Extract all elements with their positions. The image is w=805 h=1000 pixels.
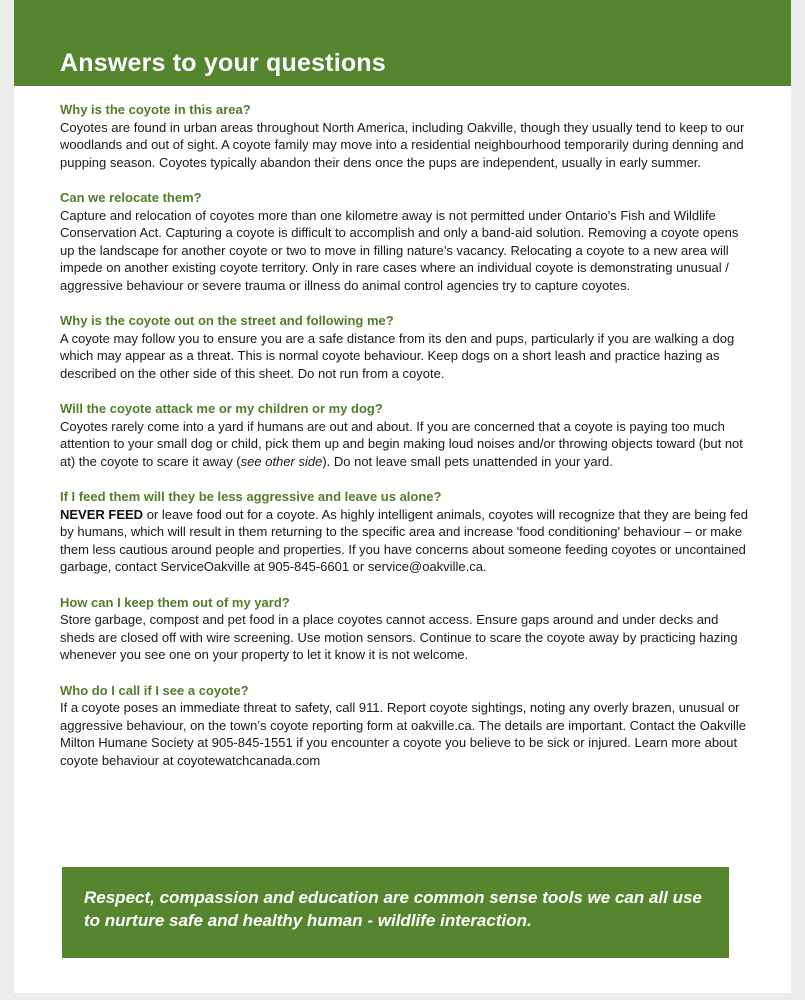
answer-text: Coyotes are found in urban areas throughout North America, including Oakville, though they usually tend to keep to our woodlands and out of sight. A coyote family may move into a residential neighbourhood temporarily during denning and pupping season. Coyotes typically abandon their dens once the pups are independent, usually in early summer. bbox=[60, 119, 745, 170]
qa-section-attack bbox=[60, 400, 750, 470]
question-heading: Who do I call if I see a coyote? bbox=[60, 682, 249, 698]
never-feed-emphasis: NEVER FEED bbox=[60, 506, 144, 522]
qa-section-following-me bbox=[60, 312, 750, 382]
callout-banner bbox=[62, 867, 729, 958]
qa-section-who-to-call bbox=[60, 682, 750, 770]
qa-section-relocate bbox=[60, 189, 750, 294]
question-heading: If I feed them will they be less aggressive and leave us alone? bbox=[60, 489, 442, 504]
answer-text: A coyote may follow you to ensure you are a safe distance from its den and pups, particularly if you are walking a dog which may appear as a threat. This is normal coyote behaviour. Keep dogs on a short leash and practice hazing as described on the other side of this sheet. Do not run from a coyote. bbox=[60, 330, 735, 381]
answer-text-part: Coyotes rarely come into a yard if humans are out and about. If you are concerned that a coyote is paying too much attention to your small dog or child, pick them up and begin making loud noises and/or throwing objects toward (but not at) the coyote to scare it away ( bbox=[60, 418, 743, 469]
answer-text: Store garbage, compost and pet food in a place coyotes cannot access. Ensure gaps around and under decks and sheds are closed off with wire screening. Use motion sensors. Continue to scare the coyote away by practicing hazing whenever you see one on your property to let it know it is not welcome. bbox=[60, 612, 738, 662]
question-heading: Why is the coyote in this area? bbox=[60, 102, 251, 117]
title-banner bbox=[14, 0, 791, 86]
document-page bbox=[14, 0, 791, 993]
answer-emphasis: see other side bbox=[240, 453, 323, 469]
qa-sections bbox=[60, 101, 750, 787]
question-heading: Will the coyote attack me or my children or my dog? bbox=[60, 401, 383, 416]
answer-text-part: ). Do not leave small pets unattended in your yard. bbox=[322, 453, 613, 469]
question-heading: Can we relocate them? bbox=[60, 190, 202, 205]
answer-text bbox=[60, 506, 750, 576]
qa-section-keep-out bbox=[60, 594, 750, 664]
question-heading: Why is the coyote out on the street and following me? bbox=[60, 313, 394, 328]
answer-text-part: or leave food out for a coyote. As highly intelligent animals, coyotes will recognize that they are being fed by humans, which will result in them returning to the specific area and increase 'food conditioning' behaviour – or make them less cautious around people and properties. If you have concerns about someone feeding coyotes or uncontained garbage, contact ServiceOakville at 905-845-6601 or service@oakville.ca. bbox=[60, 506, 748, 574]
answer-text: Capture and relocation of coyotes more than one kilometre away is not permitted under Ontario's Fish and Wildlife Conservation Act. Capturing a coyote is difficult to accomplish and only a band-aid solution. Removing a coyote opens up the landscape for another coyote or two to move in filling nature’s vacancy. Relocating a coyote to a new area will impede on another existing coyote territory. Only in rare cases where an individual coyote is demonstrating unusual / aggressive behaviour or severe trauma or illness do animal control agencies try to capture coyotes. bbox=[60, 207, 739, 293]
callout-text: Respect, compassion and education are common sense tools we can all use to nurture safe and healthy human - wildlife interaction. bbox=[84, 888, 702, 930]
answer-text bbox=[60, 418, 750, 471]
question-heading: How can I keep them out of my yard? bbox=[60, 594, 290, 610]
qa-section-coyote-in-area bbox=[60, 101, 750, 171]
qa-section-feeding bbox=[60, 488, 750, 576]
page-title: Answers to your questions bbox=[60, 49, 386, 77]
answer-text: If a coyote poses an immediate threat to safety, call 911. Report coyote sightings, noting any overly brazen, unusual or aggressive behaviour, on the town’s coyote reporting form at oakville.ca. The details are important. Contact the Oakville Milton Humane Society at 905-845-1551 if you encounter a coyote you believe to be sick or injured. Learn more about coyote behaviour at coyotewatchcanada.com bbox=[60, 700, 746, 768]
